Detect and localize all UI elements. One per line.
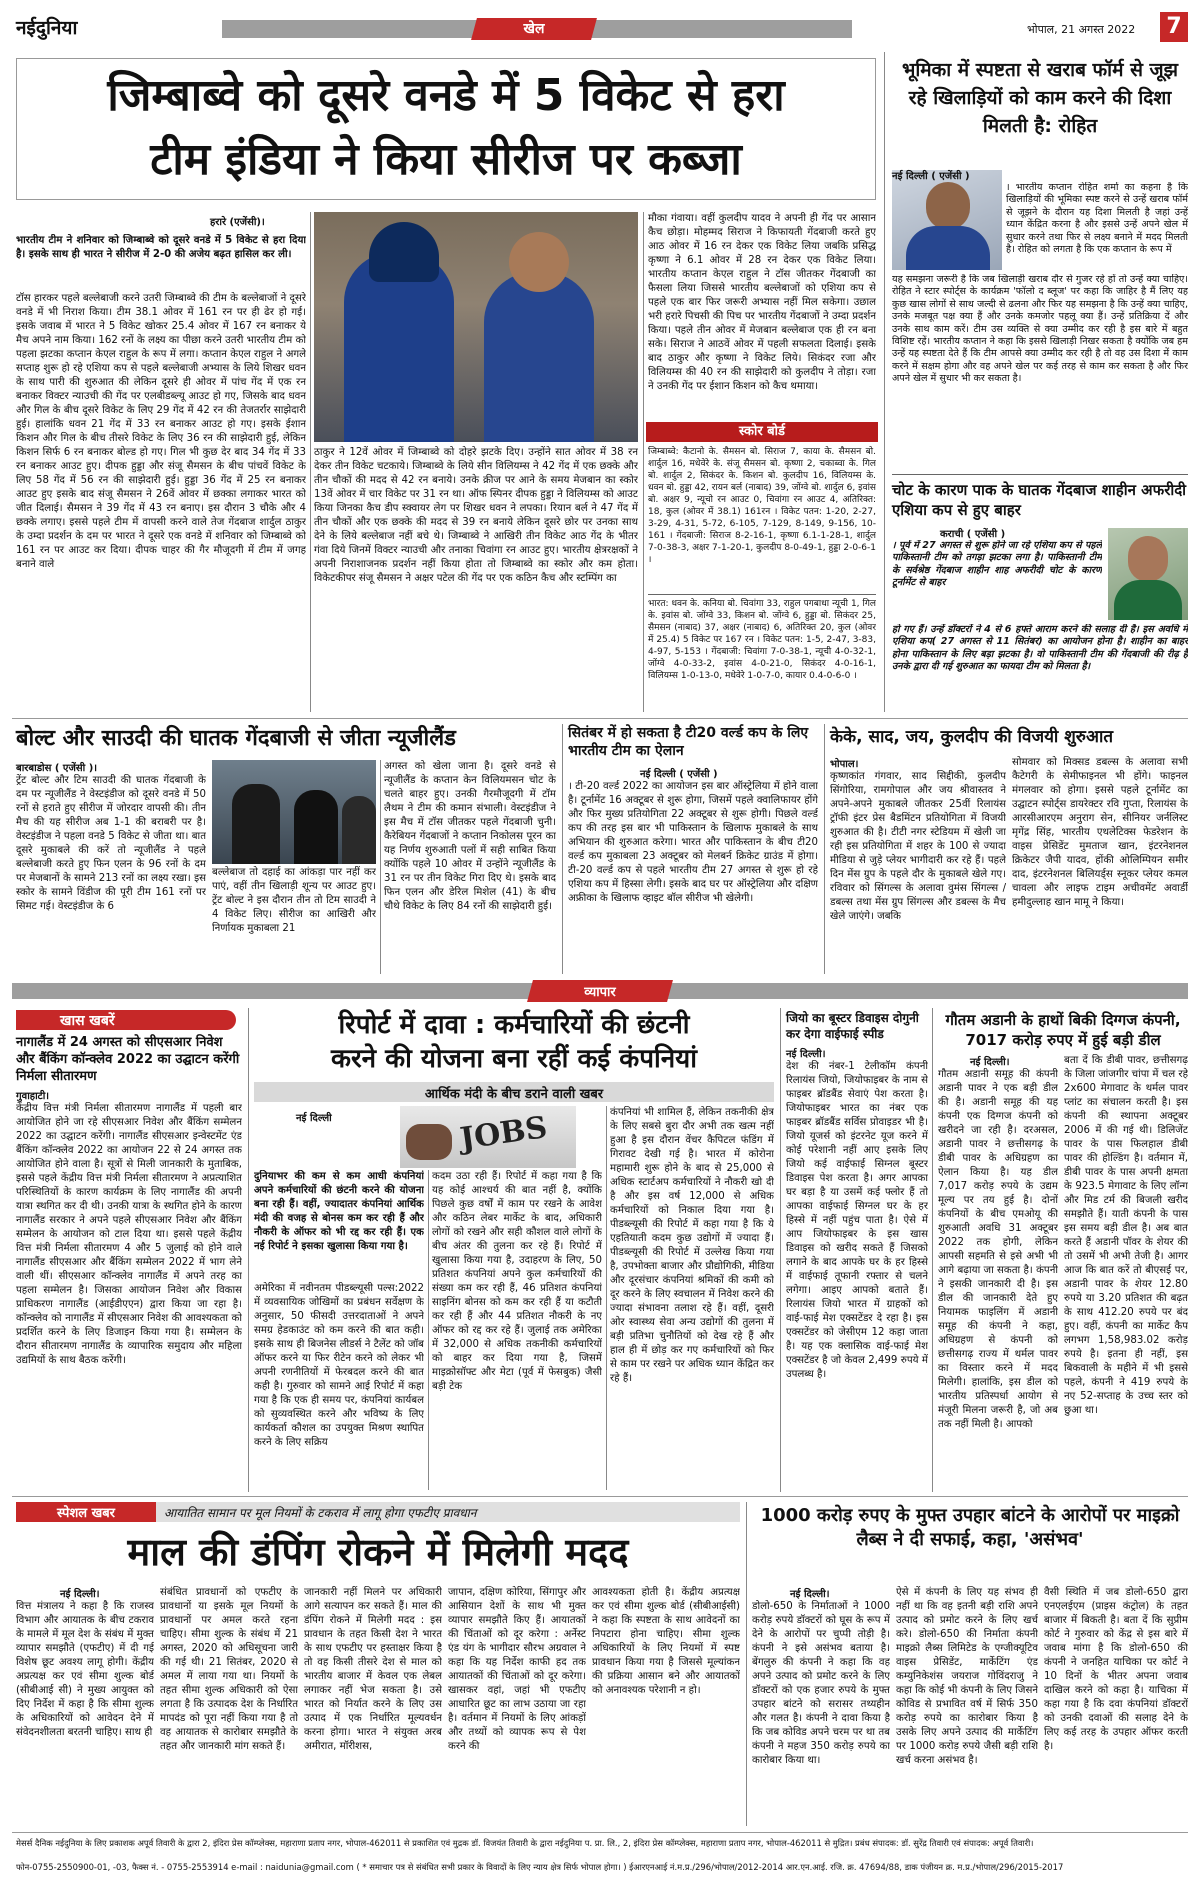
lead-col-rule-2 bbox=[643, 212, 644, 712]
khas-label-box bbox=[16, 1010, 236, 1030]
player-1-helmet bbox=[369, 222, 439, 282]
jio-headline: जियो का बूस्टर डिवाइस दोगुनी कर देगा वाईफाई स्पीड bbox=[786, 1011, 919, 1041]
t20-dateline: नई दिल्ली ( एजेंसी ) bbox=[640, 769, 718, 780]
shaheen-head bbox=[1128, 536, 1168, 582]
microlabs-body-b: ऐसे में कंपनी के लिए यह संभव ही नहीं था कि वह इतनी बड़ी राशि अपने उत्पाद को प्रमोट करने के लिए खर्च करे। डोलो-650 की निर्माता कंपनी माइक्रो लैब्स लिमिटेड के एग्जीक्यूटिव वाइस प्रेसिडेंट, मार्केटिंग एंड कम्युनिकेशंस जयराज गोविंदराजु ने कहा कि कोई भी कंपनी के लिए जिसने कोविड से प्रभावित वर्ष में सिर्फ 350 करोड़ रुपये का कारोबार किया है उसके लिए अपने उत्पाद की मार्केटिंग पर 1000 करोड़ रुपये जैसी बड़ी राशि खर्च करना असंभव है। bbox=[896, 1587, 1038, 1766]
nz-col-rule bbox=[380, 760, 381, 974]
business-banner-text: व्यापार bbox=[584, 985, 616, 1000]
dumping-body-b: संबंधित प्रावधानों को एफटीए के प्रावधानों या इसके मूल नियमों के प्रावधानों पर अमल करते रहना चाहिए। सीमा शुल्क के संबंध में 21 अगस्त, 2020 को अधिसूचना जारी की गई थी। 21 सितंबर, 2020 से अमल में लाया गया था। नियमों के तहत सीमा शुल्क अधिकारी को ऐसा लगता है कि उत्पादक देश के निर्धारित मापदंड को पूरा नहीं किया गया है तो वह आयातक से कारोबार समझौते के तहत और जानकारी मांग सकते हैं। bbox=[160, 1587, 298, 1752]
shaheen-headline: चोट के कारण पाक के घातक गेंदबाज शाहीन अफरीदी एशिया कप से हुए बाहर bbox=[892, 481, 1187, 519]
jobs-photo bbox=[400, 1106, 576, 1168]
shaheen-photo bbox=[1108, 528, 1188, 620]
rohit-dateline: नई दिल्ली ( एजेंसी ) bbox=[892, 171, 970, 182]
nz-body-b: बल्लेबाज तो दहाई का आंकड़ा पार नहीं कर पाएं, वहीं तीन खिलाड़ी शून्य पर आउट हुए। ट्रेंट बोल्ट ने इस दौरान तीन तो टिम साउदी ने 4 विकेट लिए। सीरीज का आखिरी और निर्णायक मुकाबला 21 bbox=[212, 867, 376, 934]
section-label-text: खेल bbox=[523, 21, 545, 37]
right-rail-rule bbox=[884, 52, 885, 712]
nz-photo bbox=[212, 760, 376, 864]
player-2-head bbox=[509, 232, 569, 292]
scoreboard-title: स्कोर बोर्ड bbox=[646, 422, 878, 442]
badminton-body-b: सोमवार को मिक्सड डबल्स के अलावा सभी कैटेगरी के सेमीफाइनल भी होंगे। फाइनल मंगलवार को होगा। इससे पहले टूर्नामेंट का उद्घाटन स्पोर्ट्स डायरेक्टर रवि गुप्ता, रिलायंस के आरसीआरएम अनुराग सेन, सीनियर जर्नलिस्ट मृगेंद्र सिंह, भारतीय एथलेटिक्स फेडरेशन के वाइस प्रेसिडेंट मुमताज खान, इंटरनेशनल क्रिकेटर जैपी यादव, होंकी ओलिम्पियन समीर दाद, इंटरनेशनल बिलियर्ड्स स्नूकर प्लेयर कमल चावला और लाइफ टाइम अचीवमेंट अवार्डी हमीदुल्लाह खान मामू ने किया। bbox=[1012, 757, 1188, 908]
nz-player-1 bbox=[232, 784, 280, 864]
lead-intro: भारतीय टीम ने शनिवार को जिम्बाब्वे को दूसरे वनडे में 5 विकेट से हरा दिया है। इसके साथ ही भारत ने सीरीज में 2-0 की अजेय बढ़त हासिल कर ली। bbox=[16, 235, 306, 260]
jobs-body-b: कदम उठा रही हैं। रिपोर्ट में कहा गया है कि यह कोई आश्चर्य की बात नहीं है, क्योंकि पिछले कुछ वर्षों में काम पर रखने के आवेश और कठिन लेबर मार्केट के बाद, अधिकारी लोगों को रखने और सही कौशल वाले लोगों के बीच अंतर की तुलना कर रहे हैं। रिपोर्ट में खुलासा किया गया है, उदाहरण के लिए, 50 प्रतिशत कंपनियां अपने कुल कर्मचारियों की संख्या कम कर रही हैं, 46 प्रतिशत कंपनियां साइनिंग बोनस को कम कर रही हैं या कटौती कर रही हैं और 44 प्रतिशत नौकरी के नए ऑफर को रद्द कर रहे हैं। जुलाई तक अमेरिका में 32,000 से अधिक तकनीकी कर्मचारियों को बाहर कर दिया गया है, जिसमें माइक्रोसॉफ्ट और मेटा (पूर्व में फेसबुक) जैसी बड़ी टेक bbox=[432, 1171, 602, 1392]
lead-dateline: हरारे (एजेंसी)। bbox=[210, 217, 265, 228]
rohit-shaheen-rule bbox=[892, 474, 1188, 475]
jobs-photo-text: JOBS bbox=[457, 1110, 550, 1157]
microlabs-body-a: डोलो-650 के निर्माताओं ने 1000 करोड़ रुपये डॉक्टरों को घूस के रूप में देने के आरोपों पर चुप्पी तोड़ी है। कंपनी ने इसे असंभव बताया है। बेंगलुरु की कंपनी ने कहा कि वह अपने उत्पाद को प्रमोट करने के लिए डॉक्टरों को एक हजार रुपये के मुफ्त उपहार बांटने को सरासर तथ्यहीन और गलत है। कंपनी ने दावा किया है कि जब कोविड अपने चरम पर था तब कंपनी ने महज 350 करोड़ रुपये का कारोबार किया था। bbox=[752, 1601, 890, 1766]
microlabs-rule bbox=[746, 1502, 747, 1826]
cricket-photo bbox=[314, 212, 638, 442]
lead-headline bbox=[16, 58, 876, 200]
jobs-headline-1: रिपोर्ट में दावा : कर्मचारियों की छंटनी bbox=[338, 1010, 690, 1040]
footer-imprint: मेसर्स दैनिक नईदुनिया के लिए प्रकाशक अपूर्व तिवारी के द्वारा 2, इंदिरा प्रेस कॉम्प्लेक्स, महाराणा प्रताप नगर, भोपाल-462011 से प्रकाशित एवं मुद्रक डॉ. विजयंत तिवारी के द्वारा नईदुनिया प. प्रा. लि., 2, इंदिरा प्रेस कॉम्प्लेक्स, महाराणा प्रताप नगर, भोपाल-462011 से मुद्रित। प्रबंध संपादक: डॉ. सुरेंद्र तिवारी एवं संपादक: अपूर्व तिवारी। bbox=[16, 1838, 1034, 1848]
badminton-headline: केके, साद, जय, कुलदीप की विजयी शुरुआत bbox=[830, 727, 1114, 747]
dumping-body-e: आवश्यकता होती है। केंद्रीय अप्रत्यक्ष कर एवं सीमा शुल्क बोर्ड (सीबीआईसी) ने कहा कि स्पष्टता के साथ आवेदनों का निपटारा होना चाहिए। सीमा शुल्क अधिकारियों के लिए नियमों में स्पष्ट प्रावधान किया गया है जिससे मूल्यांकन की प्रक्रिया आसान बने और आयातकों को अनावश्यक परेशानी न हो। bbox=[592, 1587, 740, 1696]
badminton-rule bbox=[824, 724, 825, 974]
t20-headline: सितंबर में हो सकता है टी20 वर्ल्ड कप के लिए भारतीय टीम का ऐलान bbox=[568, 725, 809, 759]
shaheen-body-a: । पूर्व में 27 अगस्त से शुरू होने जा रहे एशिया कप से पहले पाकिस्तानी टीम को तगड़ा झटका लगा है। पाकिस्तानी टीम के सर्वश्रेष्ठ गेंदबाज शाहीन शाह अफरीदी चोट के कारण टूर्नामेंट से बाहर bbox=[892, 540, 1102, 589]
jobs-col-rule-1 bbox=[428, 1170, 429, 1490]
rohit-body-a: । भारतीय कप्तान रोहित शर्मा का कहना है कि खिलाड़ियों की भूमिका स्पष्ट करने से उन्हें खराब फॉर्म से जूझने के दौरान यह दिशा मिलती है जहां उन्हें ध्यान केंद्रित करना है और इससे उन्हें अपने खेल में सुधार करने तथा फिर से लक्ष्य बनाने में मदद मिलती है। रोहित को लगता है कि एक कप्तान के रूप में bbox=[1006, 182, 1188, 256]
jobs-body-a: अमेरिका में नवीनतम पीडब्ल्यूसी पल्स:2022 में व्यवसायिक जोखिमों का प्रबंधन सर्वेक्षण के अनुसार, 50 फीसदी उत्तरदाताओं ने अपने समग्र हेडकाउंट को कम करने की बात कही। इसके साथ ही बिजनेस लीडर्स ने टैलेंट को जॉब ऑफर करने या फिर रीटेन करने को लेकर भी अपनी रणनीतियों में फेरबदल करने की बात कही है। गुरुवार को सामने आई रिपोर्ट में कहा गया है कि एक ही समय पर, कंपनियां कार्यबल को सुव्यवस्थित करने और भविष्य के लिए कार्यकर्ता कौशल का उपयुक्त मिश्रण स्थापित करने के लिए सक्रिय bbox=[254, 1283, 424, 1448]
jobs-headline-2: करने की योजना बना रहीं कई कंपनियां bbox=[331, 1044, 697, 1074]
scoreboard-zim: जिम्बाब्वे: कैटानो के. सैमसन बो. सिराज 7, काया के. सैमसन बो. शार्दुल 16, मधेवेरे के. संजू सैमसन बो. कृष्णा 2, चकाब्वा के. गिल बो. शार्दुल 2, सिकंदर के. किशन बो. कुलदीप 16, विलियम्स के. धवन बो. हुड्डा 42, रायन बर्ल (नाबाद) 39, जोंग्वे बो. शार्दुल 6, इवांस बो. अक्षर 9, न्यूचो रन आउट 0, चिवांगा रन आउट 4, अतिरिक्त: 18, कुल (ओवर में 38.1) 161रन । विकेट पतन: 1-20, 2-27, 3-29, 4-31, 5-72, 6-105, 7-129, 8-149, 9-156, 10-161 । गेंदबाजी: सिराज 8-2-16-1, कृष्णा 6.1-1-28-1, शार्दुल 7-0-38-3, अक्षर 7-1-20-1, कुलदीप 8-0-49-1, हुड्डा 2-0-6-1 । bbox=[648, 447, 876, 565]
nz-player-2 bbox=[294, 790, 338, 864]
masthead-logo: नईदुनिया bbox=[16, 17, 78, 39]
jobs-dateline: नई दिल्ली bbox=[296, 1113, 332, 1124]
jobs-rule-left bbox=[248, 1008, 249, 1492]
dumping-dateline: नई दिल्ली। bbox=[60, 1589, 100, 1600]
nz-body-c: अगस्त को खेला जाना है। दूसरे वनडे से न्यूजीलैंड के कप्तान केन विलियमसन चोट के चलते बाहर हुए। उनकी गैरमौजूदगी में टॉम लैथम ने टीम की कमान संभाली। वेस्टइंडीज ने इस मैच में टॉस जीतकर पहले गेंदबाजी चुनी। कैरेबियन गेंदबाजों ने कप्तान निकोलस पूरन का यह निर्णय शुरुआती पलों में सही साबित किया क्योंकि पहले 10 ओवर में उन्होंने न्यूजीलैंड के 31 रन पर तीन विकेट गिरा दिए थे। इसके बाद फिन एलन और डेरिल मिशेल (41) के बीच चौथे विकेट के लिए 84 रनों की साझेदारी हुई। bbox=[384, 761, 556, 912]
rohit-headline: भूमिका में स्पष्टता से खराब फॉर्म से जूझ रहे खिलाड़ियों को काम करने की दिशा मिलती है: रोहित bbox=[901, 59, 1178, 137]
dumping-label: स्पेशल खबर bbox=[57, 1506, 115, 1521]
jio-rule bbox=[780, 1008, 781, 1492]
nz-body-a: ट्रेंट बोल्ट और टिम साउदी की घातक गेंदबाजी के दम पर न्यूजीलैंड ने वेस्टइंडीज को दूसरे वनडे में 50 रनों से हराते हुए सीरीज में जोरदार वापसी की। तीन मैच की यह सीरीज अब 1-1 की बराबरी पर है। वेस्टइंडीज ने पहला वनडे 5 विकेट से जीता था। बात दूसरे मुकाबले की करें तो न्यूजीलैंड ने पहले बल्लेबाजी करते हुए फिन एलन के 96 रनों के दम पर मेजबानों के सामने 213 रनों का लक्ष्य रखा। इस स्कोर के सामने विंडीज की पूरी टीम 161 रनों पर सिमट गई। वेस्टइंडीज के 6 bbox=[16, 775, 206, 912]
shaheen-body-b: हो गए हैं। उन्हें डॉक्टरों ने 4 से 6 हफ्ते आराम करने की सलाह दी है। इस अवधि में एशिया कप( 27 अगस्त से 11 सितंबर) का आयोजन होना है। शाहीन का बाहर होना पाकिस्तान के लिए बड़ा झटका है। वो पाकिस्तानी टीम की गेंदबाजी की रीढ़ है उनके द्वारा दी गई शुरुआत का फायदा टीम को मिलता है। bbox=[892, 624, 1188, 673]
dumping-body-a: वित्त मंत्रालय ने कहा है कि राजस्व विभाग और आयातक के बीच टकराव के मामले में मूल देश के संबंध में मुक्त व्यापार समझौते (एफटीए) में दी गई विशेष छूट अवश्य लागू होगी। केंद्रीय अप्रत्यक्ष कर एवं सीमा शुल्क बोर्ड (सीबीआई सी) ने मुख्य आयुक्त को दिए निर्देश में कहा है कि सीमा शुल्क के अधिकारियों को आवेदन देने में संवेदनशीलता बरतनी चाहिए। साथ ही bbox=[16, 1601, 154, 1738]
badminton-body-a: कृष्णकांत गंगवार, साद सिद्दीकी, कुलदीप सिंगोरिया, रामगोपाल और जय श्रीवास्तव ने अपने-अपने मुकाबले जीतकर 25वीं रिलायंस ट्रॉफी इंटर प्रेस बैडमिंटन प्रतियोगिता में विजयी शुरुआत की है। टीटी नगर स्टेडियम में खेली जा रही इस प्रतियोगिता में शहर के 100 से ज्यादा मीडिया से जुड़े प्लेयर भागीदारी कर रहे हैं। पहले दिन मेंस ग्रुप के पहले दौर के मुकाबले खेले गए। रविवार को सिंगल्स के अलावा वुमंस सिंगल्स / डबल्स तथा मेंस ग्रुप सिंगल्स और डबल्स के मैच खेले जाएंगे। जबकि bbox=[830, 771, 1006, 922]
jio-dateline: नई दिल्ली। bbox=[786, 1049, 826, 1060]
dumping-deck: आयातित सामान पर मूल नियमों के टकराव में लागू होगा एफटीए प्रावधान bbox=[164, 1506, 477, 1520]
rohit-body-b: यह समझना जरूरी है कि जब खिलाड़ी खराब दौर से गुजर रहे हों तो उन्हें क्या चाहिए। रोहित ने स्टार स्पोर्ट्स के कार्यक्रम 'फॉलो द ब्लूज' पर कहा कि जाहिर है मैं लिए यह कुछ खास लोगों से साथ जल्दी से ढलना और फिर यह समझना है कि उन्हें क्या चाहिए, उनके मजबूत पक्ष क्या हैं और उनके कमजोर पहलू क्या हैं। उन्हें प्रतिक्रिया दें और उनके साथ काम करें। टीम उस व्यक्ति से क्या उम्मीद कर रही है इस बारे में बहुत विशिष्ट रहें। भारतीय कप्तान ने कहा कि इससे खिलाड़ी निखर सकता है क्योंकि जब हम उन्हें यह स्पष्टता देते हैं कि टीम आपसे क्या उम्मीद कर रही है तो वह उस दिशा में काम करने में सक्षम होगा और वह अपने खेल पर कई तरह से काम कर सकता है और फिर अपने खेल में सुधार भी कर सकता है। bbox=[892, 274, 1188, 385]
khas-dateline: गुवाहाटी। bbox=[16, 1091, 50, 1102]
microlabs-headline: 1000 करोड़ रुपए के मुफ्त उपहार बांटने के आरोपों पर माइक्रो लैब्स ने दी सफाई, कहा, 'असंभव' bbox=[760, 1505, 1180, 1550]
rohit-photo bbox=[892, 170, 1002, 270]
jobs-col-rule-2 bbox=[606, 1106, 607, 1490]
lead-body-2: ठाकुर ने 12वें ओवर में जिम्बाब्वे को दोहरे झटके दिए। उन्होंने सात ओवर में 38 रन देकर तीन विकेट चटकाये। जिम्बाब्वे के लिये सीन विलियम्स ने 42 गेंद में एक छक्के और तीन चौकों की मदद से 42 रन बनाये। उनके क्रीज पर आने के समय मेजबान का स्कोर 13वें ओवर में चार विकेट पर 31 रन था। ऑफ स्पिनर दीपक हुड्डा ने विलियम्स को आउट किया जिनका कैच डीप स्क्वायर लेग पर शिखर धवन ने लपका। रियान बर्ल ने 47 गेंद में तीन चौकों और एक छक्के की मदद से 39 रन बनाये लेकिन दूसरे छोर पर उनका साथ देने के लिये बल्लेबाज नहीं बचे थे। जिम्बाब्वे ने आखिरी तीन विकेट आठ गेंद के भीतर गंवा दिये जिनमें विक्टर न्याउची और तनाका चिवांगा रन आउट हुए। भारतीय क्षेत्ररक्षकों ने अपनी निराशाजनक प्रदर्शन नहीं किया होता तो जिम्बाब्वे का स्कोर और कम होता। विकेटकीपर संजू सैमसन ने अक्षर पटेल की गेंद पर एक कठिन कैच और स्टम्पिंग का bbox=[314, 447, 638, 584]
adani-dateline: नई दिल्ली। bbox=[970, 1057, 1010, 1068]
lead-body-3: मौका गंवाया। वहीं कुलदीप यादव ने अपनी ही गेंद पर आसान कैच छोड़ा। मोहम्मद सिराज ने किफायती गेंदबाजी करते हुए आठ ओवर में 16 रन देकर एक विकेट लिया जबकि प्रसिद्ध कृष्णा ने 6.1 ओवर में 28 रन देकर एक विकेट लिया। भारतीय कप्तान केएल राहुल ने टॉस जीतकर गेंदबाजी का फैसला लिया जिससे भारतीय बल्लेबाजों को एशिया कप से पहले एक बार फिर जरूरी अभ्यास नहीं मिल सकेगा। उछाल भरी हरारे पिचसी की पिच पर भारतीय गेंदबाजों ने उम्दा प्रदर्शन किया। पहले तीन ओवर में मेजबान बल्लेबाज एक ही रन बना सके। सिराज ने आठवें ओवर में पहली सफलता दिलाई। इसके बाद ठाकुर और कृष्णा ने विकेट लिये। सिकंदर रजा और विलियम्स की 40 रन की साझेदारी को कुलदीप ने तोड़ा। रजा ने उनकी गेंद पर ईशान किशन को कैच थमाया। bbox=[648, 213, 876, 392]
rohit-body bbox=[906, 226, 990, 270]
page-number: 7 bbox=[1160, 12, 1188, 42]
rohit-head bbox=[926, 182, 970, 230]
dumping-body-d: जापान, दक्षिण कोरिया, सिंगापुर और आसियान देशों के साथ भी मुक्त व्यापार समझौते किए हैं। आयातकों की चिंताओं को दूर करेगा : अर्नेस्ट एंड यंग के भागीदार सौरभ अग्रवाल ने कहा कि यह निर्देश काफी हद तक आयातकों की चिंताओं को दूर करेगा। खासकर वहां, जहां भी एफटीए आधारित छूट का लाभ उठाया जा रहा है। वर्तमान में नियमों के लिए आंकड़ों और तथ्यों को व्यापक रूप से पेश करने की bbox=[448, 1587, 586, 1752]
shaheen-body bbox=[1114, 580, 1182, 620]
scoreboard bbox=[646, 422, 878, 712]
adani-body-b: बता दें कि डीबी पावर, छत्तीसगढ़ के जिला जांजगीर चांपा में चल रहे 2x600 मेगावाट के थर्मल पावर प्लांट का संचालन करती है। इस कंपनी की स्थापना अक्टूबर 2006 में की गई थी। डिलिजेंट पावर के पास फिलहाल डीबी पावर की होल्डिंग है। वर्तमान में, डीबी पावर के पास अपनी क्षमता के 923.5 मेगावाट के लिए लॉन्ग और मिड टर्म की बिजली खरीद समझौते हैं। याती कंपनी के पास इस समय बड़ी डील है। अब बात करते हैं अडानी पॉवर के शेयर की तो उसमें भी अभी तेजी है। आगर आज कि बात करें तो बीएसई पर, अडानी पावर के शेयर 12.80 रुपये या 3.20 प्रतिशत की बढ़त के साथ 412.20 रुपये पर बंद हुए। वहीं, कंपनी का मार्केट कैप लगभग 1,58,983.02 करोड़ रुपये है। इतना ही नहीं, इस बिकवाली के महीने में भी इससे पहले, कंपनी ने 419 रुपये के नए 52-सप्ताह के उच्च स्तर को छुआ था। bbox=[1064, 1055, 1188, 1416]
jio-body: देश की नंबर-1 टेलीकॉम कंपनी रिलायंस जियो, जियोफाइबर के नाम से फाइबर ब्रॉडबैंड सेवाएं पेश करता है। जियोफाइबर भारत का नंबर एक फाइबर ब्रॉडबैंड सर्विस प्रोवाइडर भी है। जियो यूजर्स को इंटरनेट यूज करने में कोई परेशानी नहीं आए इसके लिए जियो कई वाईफाई सिग्नल बूस्टर डिवाइस पेश करता है। अगर आपका घर बड़ा है या उसमें कई फ्लोर हैं तो आपका वाईफाई सिग्नल घर के हर हिस्से में नहीं पहुंच पाता है। ऐसे में आप जियोफाइबर के इस खास डिवाइस को खरीद सकते हैं जिसको लगाने के बाद आपके घर के हर हिस्से में वाईफाई तूफानी रफ्तार से चलने लगेगा। आइए आपको बताते हैं। रिलायंस जियो भारत में ग्राहकों को वाई-फाई मेश एक्सटेंडर दे रहा है। इस एक्सटेंडर को जेसीएम 12 कहा जाता है। यह एक क्लासिक वाई-फाई मेश एक्सटेंडर है जो केवल 2,499 रुपये में उपलब्ध है। bbox=[786, 1061, 928, 1380]
khas-headline: नागालैंड में 24 अगस्त को सीएसआर निवेश और बैंकिंग कॉन्क्लेव 2022 का उद्घाटन करेंगी निर्मला सीतारमण bbox=[16, 1035, 240, 1084]
t20-rule bbox=[562, 724, 563, 974]
jobs-deck: आर्थिक मंदी के बीच डराने वाली खबर bbox=[424, 1087, 604, 1102]
nz-headline: बोल्ट और साउदी की घातक गेंदबाजी से जीता न्यूजीलैंड bbox=[16, 726, 456, 751]
scoreboard-divider bbox=[648, 594, 876, 595]
jobs-intro: दुनियाभर की कम से कम आधी कंपनियां अपने कर्मचारियों की छंटनी करने की योजना बना रही हैं। वहीं, ज्यादातर कंपनियां आर्थिक मंदी की वजह से बोनस कम कर रही हैं और नौकरी के ऑफर को भी रद्द कर रही हैं। एक नई रिपोर्ट ने इसका खुलासा किया गया है। bbox=[254, 1171, 424, 1252]
jobs-body-c: कंपनियां भी शामिल हैं, लेकिन तकनीकी क्षेत्र के लिए सबसे बुरा दौर अभी तक खत्म नहीं हुआ है इस दौरान वेंचर कैपिटल फंडिंग में गिरावट देखी गई है। भारत में कोरोना महामारी शुरू होने के बाद से 25,000 से अधिक स्टार्टअप कर्मचारियों ने नौकरी खो दी है और इस वर्ष 12,000 से अधिक कर्मचारियों को निकाल दिया गया है। पीडब्ल्यूसी की रिपोर्ट में कहा गया है कि ये एहतियाती कदम कुछ उद्योगों में ज्यादा हैं। पीडब्ल्यूसी की रिपोर्ट में उल्लेख किया गया है, उपभोक्ता बाजार और प्रौद्योगिकी, मीडिया और दूरसंचार कंपनियां श्रमिकों की कमी को दूर करने के लिए स्वचालन में निवेश करने की ज्यादा संभावना तलाश रहे हैं। वहीं, दूसरी ओर स्वास्थ्य सेवा अन्य उद्योगों की तुलना में बड़ी प्रतिभा चुनौतियों को देख रहे हैं और हाल ही में छोड़ कर गए कर्मचारियों को फिर से काम पर रखने पर अधिक ध्यान केंद्रित कर रहे हैं। bbox=[610, 1107, 774, 1384]
microlabs-body-c: वैसी स्थिति में जब डोलो-650 द्वारा एनएलईएम (प्राइस कंट्रोल) के तहत बाजार में बिकती है। बता दें कि सुप्रीम कोर्ट ने गुरुवार को केंद्र से इस बारे में जवाब मांगा है कि डोलो-650 की कंपनी ने जनहित याचिका पर कोर्ट ने 10 दिनों के भीतर अपना जवाब दाखिल करने को कहा है। याचिका में कहा गया है कि दवा कंपनियां डॉक्टरों को उनकी दवाओं की सलाह देने के लिए कई तरह के उपहार ऑफर करती है। bbox=[1044, 1587, 1188, 1752]
section-rule-2 bbox=[12, 1496, 1188, 1497]
jobs-hand-icon bbox=[406, 1124, 452, 1160]
adani-body-a: गौतम अडानी समूह की कंपनी अडानी पावर ने एक बड़ी डील की है। अडानी समूह की यह कंपनी एक दिग्गज कंपनी को खरीदने जा रही है। दरअसल, अडानी पावर ने छत्तीसगढ़ के डीबी पावर के अधिग्रहण का ऐलान किया है। यह डील 7,017 करोड़ रुपये के उद्यम मूल्य पर तय हुई है। दोनों कंपनियों के बीच एमओयू की शुरुआती अवधि 31 अक्टूबर 2022 तक होगी, लेकिन आपसी सहमति से इसे अभी भी आगे बढ़ाया जा सकता है। कंपनी ने इसकी जानकारी दी है। इस डील की जानकारी देते हुए नियामक फाइलिंग में अडानी समूह की कंपनी ने कहा, अधिग्रहण से कंपनी को छत्तीसगढ़ राज्य में थर्मल पावर का विस्तार करने में मदद मिलेगी। हालांकि, इस डील को भारतीय प्रतिस्पर्धा आयोग से मंजूरी मिलना जरूरी है, जो अब तक नहीं मिली है। आपको bbox=[938, 1069, 1058, 1430]
footer-contact: फोन-0755-2550900-01, -03, फैक्स नं. - 0755-2553914 e-mail : naidunia@gmail.com ( * समाचार पत्र से संबंधित सभी प्रकार के विवादों के लिए न्याय क्षेत्र सिर्फ भोपाल होगा। ) ईआरएनआई नं.म.प्र./296/भोपाल/2012-2014 आर.एन.आई. रजि. क्र. 47694/88, डाक पंजीयन क्र. म.प्र./भोपाल/296/2015-2017 bbox=[16, 1862, 1064, 1872]
khas-label: खास खबरें bbox=[60, 1013, 115, 1029]
khas-body: केंद्रीय वित्त मंत्री निर्मला सीतारमण नागालैंड में पहली बार आयोजित होने जा रहे सीएसआर निवेश और बैंकिंग सम्मेलन 2022 का उद्घाटन करेंगी। नागालैंड सीएसआर इन्वेस्टमेंट एंड बैंकिंग कॉन्क्लेव 2022 का आयोजन 22 से 24 अगस्त तक आयोजित होने वाला है। सूत्रों से मिली जानकारी के मुताबिक, इससे पहले केंद्रीय वित्त मंत्री निर्मला सीतारमण ने अप्रत्याशित परिस्थितियों के कारण कार्यक्रम के लिए नागालैंड की अपनी यात्रा स्थगित कर दी थी। उनकी यात्रा के स्थगित होने के कारण नागालैंड सरकार ने अपने पहले सीएसआर निवेश और बैंकिंग सम्मेलन के आयोजन को टाल दिया था। इससे पहले केंद्रीय वित्त मंत्री निर्मला सीतारमण 4 और 5 जुलाई को होने वाले नागालैंड सीएसआर और बैंकिंग सम्मेलन 2022 में भाग लेने वाली थीं। सीएसआर कॉन्क्लेव नागालैंड में अपने तरह का पहला सम्मेलन है। जिसका आयोजन निवेश और विकास प्राधिकरण नागालैंड (आईडीएएन) द्वारा किया जा रहा है। कॉन्क्लेव को नागालैंड में सीएसआर निवेश की आवश्यकता को प्रदर्शित करने के लिए डिजाइन किया गया है। सम्मेलन के दौरान सीतारमण नागालैंड के व्यापारिक समुदाय और महिला उद्यमियों के साथ बैठक करेंगी। bbox=[16, 1103, 242, 1366]
adani-rule bbox=[932, 1008, 933, 1492]
nz-dateline: बारबाडोस ( एजेंसी )। bbox=[16, 763, 98, 774]
dateline-top: भोपाल, 21 अगस्त 2022 bbox=[1027, 23, 1136, 36]
dumping-headline: माल की डंपिंग रोकने में मिलेगी मदद bbox=[127, 1530, 629, 1574]
lead-headline-line2: टीम इंडिया ने किया सीरीज पर कब्जा bbox=[150, 134, 742, 185]
scoreboard-ind: भारत: धवन के. कनिया बो. चिवांगा 33, राहुल पगबाधा न्यूची 1, गिल के. इवांस बो. जोंग्वे 33, किशन बो. जोंग्वे 6, हुड्डा बो. सिकंदर 25, सैमसन (नाबाद) 37, अक्षर (नाबाद) 6, अतिरिक्त 20, कुल (ओवर में 25.4) 5 विकेट पर 167 रन । विकेट पतन: 1-5, 2-47, 3-83, 4-97, 5-153 । गेंदबाजी: चिवांगा 7-0-38-1, न्यूची 4-0-32-1, जोंग्वे 4-0-33-2, इवांस 4-0-21-0, सिकंदर 4-0-16-1, विलियम्स 1-0-13-0, मधेवेरे 1-0-7-0, कायार 0.4-0-6-0 । bbox=[648, 599, 876, 681]
dumping-body-c: जानकारी नहीं मिलने पर अधिकारी आगे सत्यापन कर सकते हैं। माल की डंपिंग रोकने में मिलेगी मदद : इस प्रावधान के तहत किसी देश ने भारत के साथ एफटीए पर हस्ताक्षर किया है तो वह किसी तीसरे देश से माल को भारतीय बाजार में केवल एक लेबल लगाकर नहीं भेज सकता है। उसे भारत को निर्यात करने के लिए उस उत्पाद में एक निर्धारित मूल्यवर्धन करना होगा। भारत ने संयुक्त अरब अमीरात, मॉरीशस, bbox=[304, 1587, 442, 1752]
badminton-dateline: भोपाल। bbox=[830, 759, 859, 770]
masthead bbox=[12, 12, 1188, 46]
player-2 bbox=[484, 272, 594, 442]
shaheen-dateline: कराची ( एजेंसी ) bbox=[940, 529, 1006, 540]
footer-rule bbox=[12, 1832, 1188, 1833]
lead-headline-line1: जिम्बाब्वे को दूसरे वनडे में 5 विकेट से हरा bbox=[107, 70, 785, 121]
lead-col-rule-1 bbox=[310, 212, 311, 712]
lead-body-1: टॉस हारकर पहले बल्लेबाजी करने उतरी जिम्बाब्वे की टीम के बल्लेबाजों ने दूसरे वनडे में भी निराश किया। टीम 38.1 ओवर में 161 रन पर ही ढेर हो गई। इसके जवाब में भारत ने 5 विकेट खोकर 25.4 ओवर में 167 रन बनाकर ये मैच अपने नाम किया। 162 रनों के लक्ष्य का पीछा करने उतरी भारतीय टीम को पहला झटका कप्तान केएल राहुल के रूप में लगा। कप्तान केएल राहुल ने अगले सप्ताह शुरू हो रहे एशिया कप से पहले बल्लेबाजी अभ्यास के लिये शिखर धवन के साथ पारी की शुरुआत की लेकिन दूसरे ही ओवर में पांच गेंद में एक रन बनाकर विक्टर न्याउची की गेंद पर एलबीडब्ल्यू आउट हो गए, जिसके बाद धवन और गिल के बीच दूसरे विकेट के लिए 29 गेंद में 42 रन की तेजतर्रार साझेदारी हुई। हालांकि धवन 21 गेंद में 33 रन बनाकर आउट हो गए। इसके ईशान किशन और गिल के बीच तीसरे विकेट के लिए 36 रन की साझेदारी हुई, लेकिन किशन सिर्फ 6 रन बनाकर बोल्ड हो गए। गिल भी कुछ देर बाद 34 गेंद में 33 रन बनाकर आउट हुए। दीपक हुड्डा और संजू सैमसन के बीच पांचवें विकेट के लिए 58 गेंद में 56 रन की साझेदारी हुई। हुड्डा 36 गेंद में 25 रन बनाकर आउट हुए इसके बाद संजू सैमसन ने 26वें ओवर में छक्का लगाकर भारत को जीत दिलाई। सैमसन ने 39 गेंद में 43 रन बनाए। इस दौरान 3 चौके और 4 छक्के लगाए। इससे पहले टीम में वापसी करने वाले तेज गेंदबाज शार्दुल ठाकुर के उम्दा प्रदर्शन के दम पर भारत ने दूसरे एक वनडे में शनिवार को जिम्बाब्वे को 161 रन पर आउट कर दिया। दीपक चाहर की गैर मौजूदगी में टीम में जगह बनाने वाले bbox=[16, 293, 306, 570]
section-rule-1 bbox=[12, 718, 1188, 719]
adani-headline: गौतम अडानी के हाथों बिकी दिग्गज कंपनी, 7017 करोड़ रुपए में हुई बड़ी डील bbox=[945, 1011, 1181, 1049]
nz-player-3 bbox=[342, 796, 376, 864]
t20-body: । टी-20 वर्ल्ड 2022 का आयोजन इस बार ऑस्ट्रेलिया में होने वाला है। टूर्नामेंट 16 अक्टूबर से शुरू होगा, जिसमें पहले क्वालिफायर होंगे और फिर मुख्य प्रतियोगिता 22 अक्टूबर से शुरू होगी। पिछले वर्ल्ड कप की तरह इस बार भी पाकिस्तान के खिलाफ मुकाबले के साथ अभियान की शुरुआत करेगा। भारत और पाकिस्तान के बीच टी20 वर्ल्ड कप मुकाबला 23 अक्टूबर को मेलबर्न क्रिकेट ग्राउंड में होगा। टी-20 वर्ल्ड कप से पहले भारतीय टीम 27 अगस्त से शुरू हो रहे एशिया कप में हिस्सा लेगी। इसके बाद घर पर ऑस्ट्रेलिया और दक्षिण अफ्रीका के खिलाफ व्हाइट बॉल सीरीज भी खेलेगी। bbox=[568, 781, 818, 904]
business-banner bbox=[12, 980, 1188, 1002]
microlabs-dateline: नई दिल्ली। bbox=[790, 1589, 830, 1600]
